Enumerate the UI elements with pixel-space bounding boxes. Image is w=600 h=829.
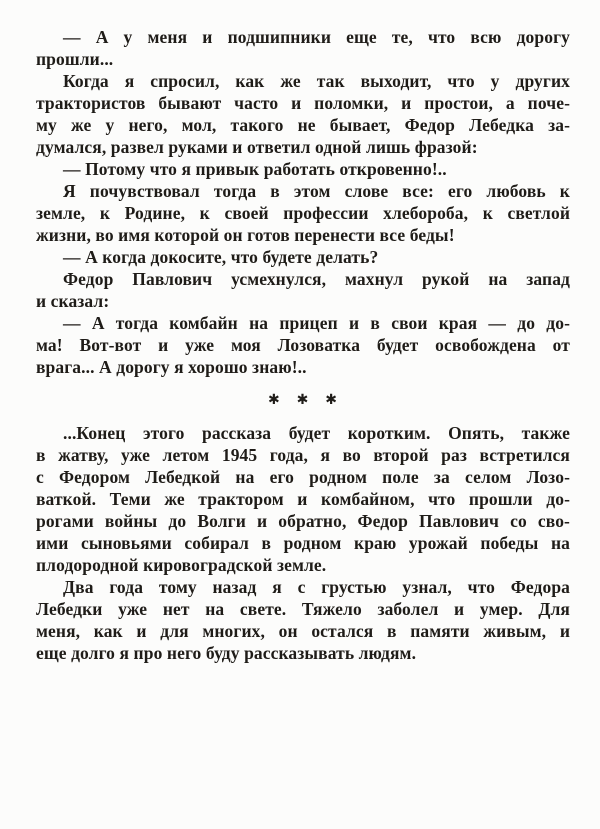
text-line: — А когда докосите, что будете делать? xyxy=(63,247,379,267)
text-line: и сказал: xyxy=(36,291,110,311)
text-line: — Потому что я привык работать откровенно!.. xyxy=(63,159,447,179)
text-line: Когда я спросил, как же так выходит, что у других xyxy=(63,71,570,91)
text-line: ...Конец этого рассказа будет коротким. Опять, также xyxy=(63,423,570,443)
text-line: Федор Павлович усмехнулся, махнул рукой на запад xyxy=(63,269,570,289)
text-line: Лебедки уже нет на свете. Тяжело заболел и умер. Для xyxy=(36,599,570,619)
text-line: плодородной кировоградской земле. xyxy=(36,555,327,575)
text-line: рогами войны до Волги и обратно, Федор Павлович со сво- xyxy=(36,511,570,531)
text-line: в жатву, уже летом 1945 года, я во второй раз встретился xyxy=(36,445,570,465)
text-line: — А тогда комбайн на прицеп и в свои края — до до- xyxy=(63,313,570,333)
text-line: Я почувствовал тогда в этом слове все: его любовь к xyxy=(63,181,570,201)
section-separator: ✱ ✱ ✱ xyxy=(268,392,338,408)
text-line: — А у меня и подшипники еще те, что всю дорогу xyxy=(63,27,570,47)
text-line: ваткой. Теми же трактором и комбайном, что прошли до- xyxy=(36,489,570,509)
text-line: ма! Вот-вот и уже моя Лозоватка будет освобождена от xyxy=(36,335,570,355)
text-line: ими сыновьями собирал в родном краю урожай победы на xyxy=(36,533,570,553)
text-line: врага... А дорогу я хорошо знаю!.. xyxy=(36,357,307,377)
text-line: му же у него, мол, такого не бывает, Федор Лебедка за- xyxy=(36,115,570,135)
text-line: земле, к Родине, к своей профессии хлебороба, к светлой xyxy=(36,203,570,223)
text-line: Два года тому назад я с грустью узнал, что Федора xyxy=(63,577,570,597)
text-line: трактористов бывают часто и поломки, и простои, а поче- xyxy=(36,93,570,113)
text-line: меня, как и для многих, он остался в памяти живым, и xyxy=(36,621,570,641)
text-line: с Федором Лебедкой на его родном поле за селом Лозо- xyxy=(36,467,570,487)
text-line: прошли... xyxy=(36,49,114,69)
page-text xyxy=(36,26,570,664)
text-line: думался, развел руками и ответил одной лишь фразой: xyxy=(36,137,478,157)
text-line: еще долго я про него буду рассказывать людям. xyxy=(36,643,417,663)
text-line: жизни, во имя которой он готов перенести все беды! xyxy=(36,225,455,245)
